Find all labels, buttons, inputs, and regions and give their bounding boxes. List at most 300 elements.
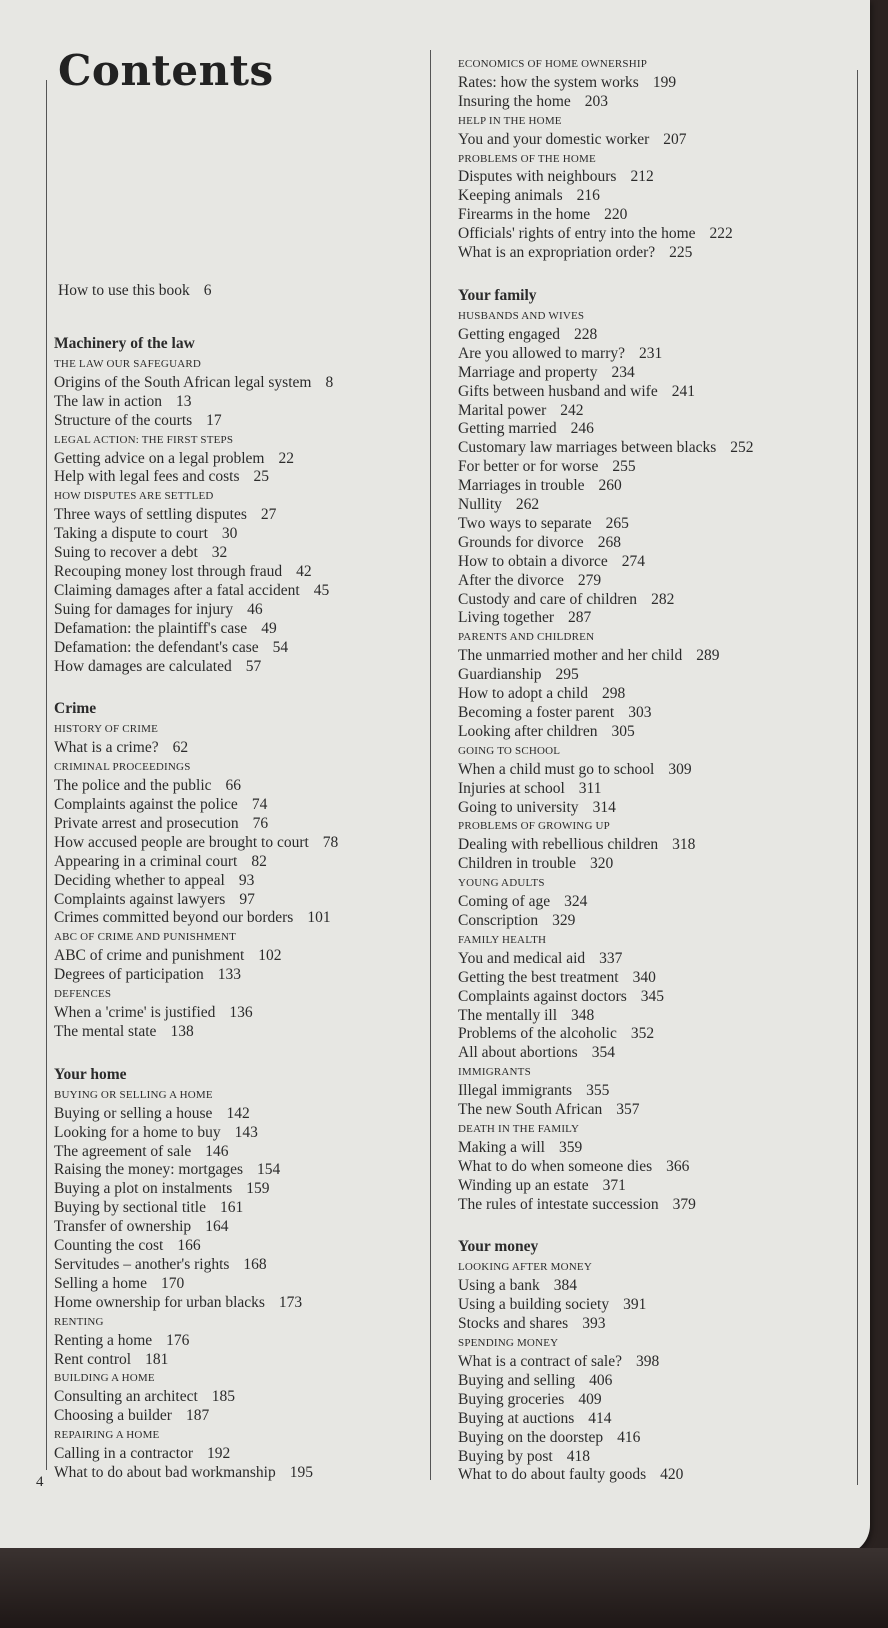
toc-entry	[54, 393, 338, 412]
entry-page: 262	[515, 496, 540, 514]
entry-page: 203	[584, 92, 609, 110]
section-heading: Your money	[458, 1238, 539, 1256]
entry-title: Calling in a contractor	[54, 1445, 194, 1463]
entry-page: 352	[630, 1025, 655, 1043]
entry-page: 176	[166, 1331, 190, 1349]
subsection-heading: ECONOMICS OF HOME OWNERSHIP	[458, 58, 648, 70]
toc-entry	[458, 1044, 754, 1063]
toc-entry	[458, 345, 754, 364]
how-to-use-entry	[58, 282, 212, 300]
toc-entry	[54, 1023, 338, 1042]
entry-title: What to do about bad workmanship	[54, 1463, 276, 1481]
entry-title: Going to university	[458, 798, 579, 816]
subsection-heading: BUYING OR SELLING A HOME	[54, 1088, 213, 1101]
entry-title: The agreement of sale	[54, 1142, 192, 1160]
toc-entry	[54, 777, 338, 796]
toc-entry	[54, 1294, 338, 1313]
entry-page: 242	[560, 401, 584, 419]
toc-entry	[458, 647, 754, 666]
entry-title: Dealing with rebellious children	[458, 836, 659, 854]
toc-entry	[458, 666, 754, 685]
entry-page: 74	[251, 796, 268, 814]
entry-title: Marriages in trouble	[458, 477, 585, 495]
toc-entry	[54, 601, 338, 620]
entry-page: 371	[602, 1176, 626, 1194]
left-toc-column	[54, 333, 338, 1483]
toc-entry	[458, 326, 754, 345]
toc-entry	[54, 1275, 338, 1294]
entry-page: 42	[296, 562, 312, 580]
toc-entry	[54, 563, 338, 582]
entry-page: 354	[591, 1044, 615, 1062]
entry-title: The new South African	[458, 1101, 603, 1119]
toc-entry	[54, 639, 338, 658]
toc-entry	[458, 93, 754, 112]
section-heading: Crime	[54, 700, 97, 718]
toc-entry	[458, 855, 754, 874]
toc-entry	[458, 780, 754, 799]
toc-entry	[54, 412, 338, 431]
entry-page: 143	[234, 1123, 258, 1141]
toc-entry	[458, 969, 754, 988]
entry-title: Looking for a home to buy	[54, 1123, 221, 1141]
entry-title: Looking after children	[458, 722, 598, 740]
entry-title: For better or for worse	[458, 458, 599, 476]
entry-title: Winding up an estate	[458, 1176, 589, 1194]
toc-entry	[54, 1004, 338, 1023]
entry-page: 234	[611, 363, 635, 381]
entry-title: After the divorce	[458, 571, 564, 589]
entry-title: Complaints against the police	[54, 796, 238, 814]
entry-title: Children in trouble	[458, 855, 576, 873]
entry-page: 76	[252, 814, 269, 832]
toc-entry	[458, 1158, 754, 1177]
entry-title: Buying and selling	[458, 1371, 576, 1389]
toc-entry	[54, 468, 338, 487]
subsection-heading: GOING TO SCHOOL	[458, 744, 561, 757]
subsection-heading: LEGAL ACTION: THE FIRST STEPS	[54, 433, 234, 446]
entry-title: Insuring the home	[458, 92, 571, 110]
entry-title: The law in action	[54, 392, 163, 410]
toc-entry	[458, 206, 754, 225]
toc-entry	[458, 1466, 754, 1485]
toc-entry	[458, 836, 754, 855]
toc-entry	[458, 187, 754, 206]
entry-title: Stocks and shares	[458, 1315, 569, 1333]
entry-page: 348	[571, 1006, 595, 1024]
toc-entry	[54, 1105, 338, 1124]
entry-page: 295	[555, 666, 579, 684]
entry-page: 136	[229, 1004, 253, 1021]
subsection-heading: YOUNG ADULTS	[458, 877, 545, 890]
toc-entry	[54, 1464, 338, 1483]
entry-page: 101	[307, 909, 331, 927]
toc-entry	[458, 609, 754, 628]
section-heading: Your home	[54, 1065, 127, 1083]
entry-page: 170	[161, 1274, 185, 1292]
entry-title: Home ownership for urban blacks	[54, 1293, 265, 1311]
toc-entry	[54, 1407, 338, 1426]
toc-entry	[458, 1315, 754, 1334]
entry-page: 340	[632, 968, 656, 986]
entry-title: Gifts between husband and wife	[458, 382, 658, 400]
entry-title: When a 'crime' is justified	[54, 1004, 216, 1021]
entry-page: 418	[566, 1447, 590, 1465]
toc-entry	[458, 1007, 754, 1026]
entry-title: Suing to recover a debt	[54, 544, 198, 562]
toc-entry	[458, 799, 754, 818]
entry-title: Marriage and property	[458, 363, 598, 381]
toc-entry	[458, 912, 754, 931]
entry-title: All about abortions	[458, 1044, 578, 1062]
entry-page: 268	[597, 533, 621, 551]
entry-page: 78	[322, 833, 339, 851]
entry-page: 97	[239, 890, 255, 908]
toc-entry	[54, 872, 338, 891]
toc-entry	[54, 1351, 338, 1370]
entry-page: 146	[205, 1142, 229, 1160]
entry-page: 199	[652, 73, 677, 91]
entry-page: 414	[588, 1409, 612, 1427]
toc-entry	[54, 853, 338, 872]
entry-page: 185	[211, 1388, 236, 1406]
toc-entry	[458, 1296, 754, 1315]
entry-page: 409	[578, 1390, 602, 1408]
entry-page: 22	[278, 449, 294, 467]
toc-entry	[54, 544, 338, 563]
entry-page: 168	[243, 1255, 267, 1273]
entry-page: 305	[611, 722, 635, 740]
toc-entry	[458, 1139, 754, 1158]
toc-entry	[458, 1101, 754, 1120]
entry-page: 366	[666, 1157, 690, 1175]
entry-title: The police and the public	[54, 777, 212, 795]
entry-title: Disputes with neighbours	[458, 168, 617, 186]
subsection-heading: HOW DISPUTES ARE SETTLED	[54, 490, 214, 503]
entry-page: 393	[582, 1315, 606, 1333]
entry-title: Illegal immigrants	[458, 1082, 573, 1100]
entry-page: 329	[552, 911, 576, 929]
entry-title: The rules of intestate succession	[458, 1195, 659, 1213]
entry-page: 62	[172, 739, 189, 757]
entry-title: Officials' rights of entry into the home	[458, 225, 696, 243]
entry-title: Origins of the South African legal system	[54, 373, 312, 391]
entry-page: 32	[211, 544, 228, 562]
toc-entry	[54, 582, 338, 601]
subsection-heading: PROBLEMS OF GROWING UP	[458, 820, 611, 833]
toc-entry	[458, 1353, 754, 1372]
entry-page: 57	[245, 657, 262, 675]
entry-title: Selling a home	[54, 1274, 147, 1292]
section-heading: Your family	[458, 286, 537, 304]
toc-entry	[458, 458, 754, 477]
entry-page: 279	[577, 571, 602, 589]
entry-title: Transfer of ownership	[54, 1218, 192, 1236]
entry-title: Injuries at school	[458, 779, 565, 797]
toc-entry	[458, 1025, 754, 1044]
toc-entry	[458, 591, 754, 610]
entry-title: Structure of the courts	[54, 411, 193, 429]
subsection-heading: IMMIGRANTS	[458, 1066, 531, 1079]
toc-entry	[458, 893, 754, 912]
right-toc-column	[458, 55, 754, 1485]
entry-page: 192	[207, 1445, 231, 1463]
toc-entry	[458, 988, 754, 1007]
toc-entry	[458, 225, 754, 244]
toc-entry	[54, 1218, 338, 1237]
toc-entry	[458, 131, 754, 150]
entry-page: 13	[176, 392, 192, 410]
entry-title: Rent control	[54, 1350, 132, 1368]
entry-page: 27	[260, 506, 277, 524]
toc-entry	[458, 1277, 754, 1296]
entry-page: 303	[628, 704, 652, 721]
entry-page: 359	[558, 1138, 583, 1156]
entry-title: Complaints against lawyers	[54, 890, 226, 908]
subsection-heading: THE LAW OUR SAFEGUARD	[54, 358, 202, 370]
entry-page: 216	[576, 187, 600, 205]
entry-title: Three ways of settling disputes	[54, 506, 247, 524]
toc-entry	[54, 658, 338, 677]
toc-entry	[54, 739, 338, 758]
entry-title: Defamation: the defendant's case	[54, 638, 259, 656]
entry-title: The unmarried mother and her child	[458, 647, 683, 665]
toc-entry	[54, 1256, 338, 1275]
entry-title: Firearms in the home	[458, 206, 591, 224]
entry-page: 164	[205, 1218, 229, 1236]
toc-entry	[54, 620, 338, 639]
toc-entry	[458, 402, 754, 421]
entry-page: 231	[639, 344, 663, 362]
subsection-heading: CRIMINAL PROCEEDINGS	[54, 761, 191, 774]
entry-page: 298	[602, 685, 626, 703]
toc-entry	[54, 815, 338, 834]
entry-page: 391	[623, 1296, 647, 1314]
toc-entry	[458, 1448, 754, 1467]
toc-entry	[458, 364, 754, 383]
subsection-heading: HISTORY OF CRIME	[54, 723, 159, 736]
toc-entry	[458, 439, 754, 458]
entry-page: 133	[217, 966, 242, 984]
entry-page: 228	[574, 325, 598, 343]
entry-page: 159	[246, 1180, 270, 1198]
entry-title: When a child must go to school	[458, 760, 655, 778]
entry-title: Buying by post	[458, 1447, 553, 1465]
entry-title: Customary law marriages between blacks	[458, 439, 717, 457]
entry-title: Choosing a builder	[54, 1407, 172, 1425]
toc-entry	[54, 796, 338, 815]
entry-page: 6	[203, 282, 212, 299]
entry-title: Servitudes – another's rights	[54, 1255, 230, 1273]
toc-entry	[458, 685, 754, 704]
toc-entry	[458, 1177, 754, 1196]
toc-entry	[458, 244, 754, 263]
toc-entry	[458, 1196, 754, 1215]
entry-title: Buying by sectional title	[54, 1199, 206, 1217]
entry-page: 252	[730, 439, 754, 457]
entry-page: 66	[225, 777, 242, 795]
subsection-heading: LOOKING AFTER MONEY	[458, 1261, 592, 1274]
entry-title: Using a building society	[458, 1296, 610, 1314]
entry-title: What to do when someone dies	[458, 1157, 653, 1175]
page-number: 4	[36, 1474, 44, 1490]
entry-title: Getting engaged	[458, 325, 561, 343]
toc-entry	[458, 1429, 754, 1448]
entry-title: Becoming a foster parent	[458, 704, 615, 721]
subsection-heading: REPAIRING A HOME	[54, 1429, 160, 1442]
toc-entry	[458, 515, 754, 534]
entry-title: Counting the cost	[54, 1237, 164, 1255]
toc-entry	[54, 1161, 338, 1180]
entry-page: 311	[578, 779, 602, 797]
entry-title: Taking a dispute to court	[54, 525, 208, 543]
entry-title: You and medical aid	[458, 949, 586, 967]
entry-page: 241	[671, 382, 695, 400]
toc-entry	[54, 834, 338, 853]
entry-page: 265	[605, 514, 629, 532]
toc-entry	[54, 1332, 338, 1351]
entry-page: 102	[258, 947, 282, 965]
subsection-heading: DEATH IN THE FAMILY	[458, 1122, 580, 1135]
toc-entry	[458, 477, 754, 496]
entry-page: 255	[612, 458, 636, 476]
toc-entry	[458, 553, 754, 572]
entry-page: 142	[226, 1104, 250, 1122]
toc-entry	[54, 506, 338, 525]
subsection-heading: RENTING	[54, 1315, 104, 1328]
toc-entry	[458, 950, 754, 969]
entry-title: Suing for damages for injury	[54, 600, 234, 618]
entry-page: 166	[177, 1237, 201, 1255]
entry-title: Buying a plot on instalments	[54, 1180, 233, 1198]
entry-page: 246	[570, 420, 594, 438]
entry-page: 195	[289, 1463, 313, 1481]
entry-title: Living together	[458, 609, 554, 627]
entry-title: Raising the money: mortgages	[54, 1161, 243, 1179]
subsection-heading: ABC OF CRIME AND PUNISHMENT	[54, 931, 237, 944]
entry-page: 320	[589, 855, 614, 873]
toc-entry	[54, 891, 338, 910]
entry-title: Marital power	[458, 401, 547, 419]
entry-page: 30	[221, 525, 238, 543]
entry-page: 379	[672, 1195, 696, 1213]
entry-title: Making a will	[458, 1138, 545, 1156]
entry-title: Grounds for divorce	[458, 533, 584, 551]
entry-page: 420	[660, 1466, 684, 1484]
entry-title: Claiming damages after a fatal accident	[54, 581, 300, 599]
toc-entry	[54, 1445, 338, 1464]
page-title: Contents	[58, 46, 274, 95]
section-heading: Machinery of the law	[54, 335, 195, 352]
entry-page: 309	[668, 760, 692, 778]
toc-entry	[458, 168, 754, 187]
entry-title: How damages are calculated	[54, 657, 232, 675]
entry-page: 207	[663, 130, 687, 148]
entry-title: Degrees of participation	[54, 966, 204, 984]
entry-title: The mentally ill	[458, 1006, 558, 1024]
entry-page: 25	[253, 468, 270, 486]
subsection-heading: FAMILY HEALTH	[458, 933, 547, 946]
toc-entry	[54, 1143, 338, 1162]
entry-page: 46	[247, 600, 263, 618]
entry-page: 17	[206, 411, 222, 429]
entry-title: Conscription	[458, 911, 539, 929]
toc-entry	[54, 1199, 338, 1218]
entry-page: 384	[553, 1277, 578, 1295]
toc-entry	[54, 1388, 338, 1407]
entry-page: 54	[272, 638, 289, 656]
entry-title: Getting advice on a legal problem	[54, 449, 265, 467]
entry-page: 220	[604, 206, 628, 224]
entry-title: Coming of age	[458, 893, 551, 911]
entry-page: 154	[256, 1161, 281, 1179]
toc-entry	[458, 534, 754, 553]
entry-page: 181	[145, 1350, 169, 1368]
entry-page: 8	[325, 373, 334, 391]
toc-entry	[54, 1180, 338, 1199]
entry-title: Private arrest and prosecution	[54, 814, 239, 832]
entry-page: 274	[621, 552, 646, 570]
entry-title: Appearing in a criminal court	[54, 852, 238, 870]
entry-page: 345	[640, 987, 665, 1005]
entry-page: 324	[564, 893, 588, 911]
entry-title: Buying groceries	[458, 1390, 565, 1408]
toc-entry	[458, 1372, 754, 1391]
entry-title: Defamation: the plaintiff's case	[54, 619, 248, 637]
entry-title: Problems of the alcoholic	[458, 1025, 617, 1043]
entry-title: How to use this book	[58, 282, 190, 299]
subsection-heading: HELP IN THE HOME	[458, 114, 562, 127]
entry-title: What is an expropriation order?	[458, 244, 656, 262]
center-column-rule	[430, 50, 431, 1480]
entry-page: 260	[598, 477, 622, 495]
entry-page: 173	[278, 1293, 303, 1311]
background-surface	[0, 1548, 888, 1628]
toc-entry	[54, 374, 338, 393]
entry-title: Buying or selling a house	[54, 1104, 213, 1122]
entry-page: 282	[651, 590, 675, 608]
entry-title: Nullity	[458, 496, 502, 514]
entry-page: 287	[568, 609, 592, 627]
entry-page: 355	[586, 1082, 610, 1100]
entry-title: Consulting an architect	[54, 1388, 198, 1406]
entry-title: Help with legal fees and costs	[54, 468, 240, 486]
entry-title: Recouping money lost through fraud	[54, 562, 283, 580]
entry-title: How to obtain a divorce	[458, 552, 608, 570]
entry-title: How accused people are brought to court	[54, 833, 309, 851]
toc-entry	[458, 420, 754, 439]
entry-page: 93	[238, 871, 255, 889]
subsection-heading: BUILDING A HOME	[54, 1372, 155, 1385]
entry-title: Getting the best treatment	[458, 968, 619, 986]
entry-page: 318	[672, 836, 696, 854]
entry-title: Guardianship	[458, 666, 542, 684]
entry-page: 406	[589, 1371, 613, 1389]
entry-title: Buying on the doorstep	[458, 1428, 604, 1446]
entry-title: Complaints against doctors	[458, 987, 627, 1005]
toc-entry	[458, 383, 754, 402]
entry-title: Getting married	[458, 420, 557, 438]
toc-entry	[54, 450, 338, 469]
subsection-heading: SPENDING MONEY	[458, 1337, 559, 1350]
entry-title: Deciding whether to appeal	[54, 871, 225, 889]
entry-title: How to adopt a child	[458, 685, 589, 703]
entry-title: Using a bank	[458, 1277, 540, 1295]
toc-entry	[458, 1391, 754, 1410]
toc-entry	[54, 947, 338, 966]
entry-title: Renting a home	[54, 1331, 153, 1349]
toc-entry	[458, 572, 754, 591]
